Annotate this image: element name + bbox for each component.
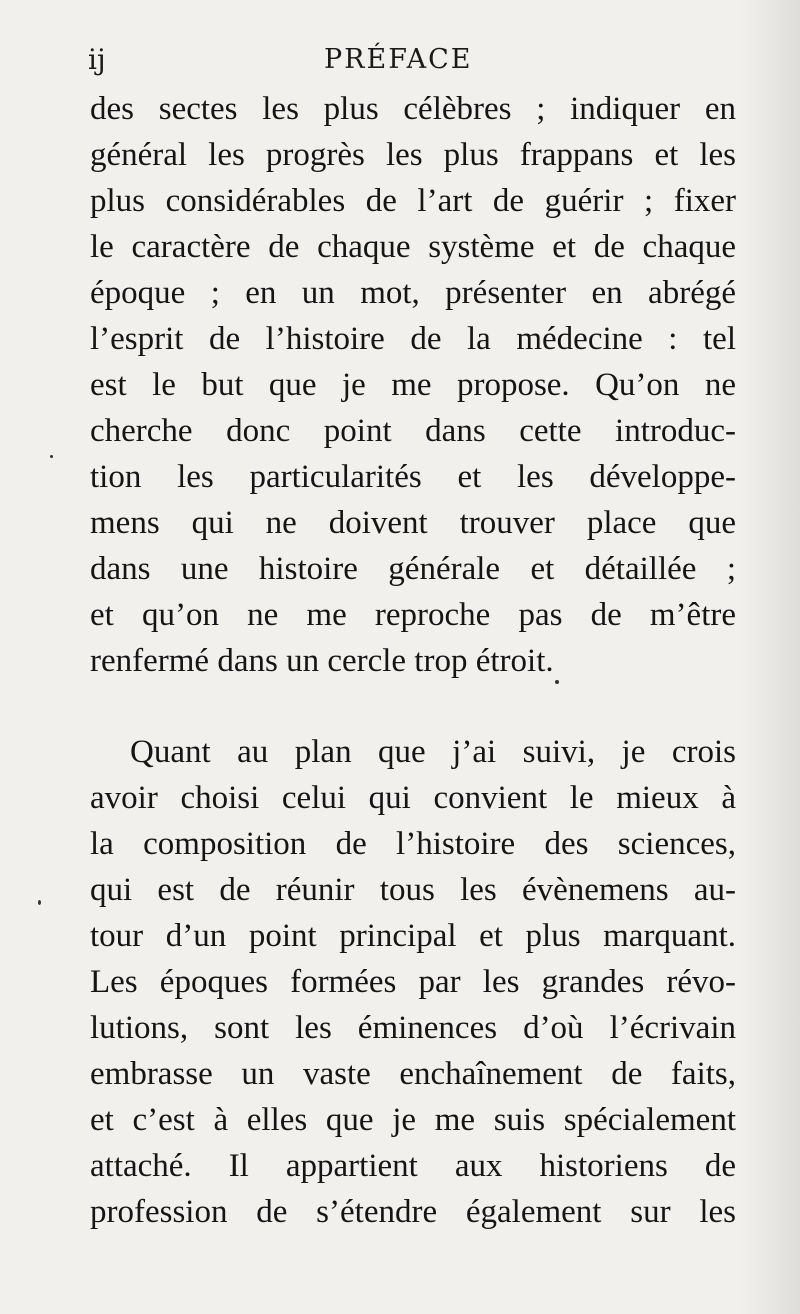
text-line: cherche donc point dans cette introduc- [90,413,736,449]
text-line: l’esprit de l’histoire de la médecine : tel [90,321,736,357]
ink-speck [38,900,41,905]
text-line: qui est de réunir tous les évènemens au- [90,872,736,908]
text-line: mens qui ne doivent trouver place que [90,505,736,541]
text-line: des sectes les plus célèbres ; indiquer en [90,91,736,127]
text-line: est le but que je me propose. Qu’on ne [90,367,736,403]
text-line: Les époques formées par les grandes révo- [90,964,736,1000]
text-line: avoir choisi celui qui convient le mieux à [90,780,736,816]
text-line: profession de s’étendre également sur les [90,1194,736,1230]
paragraph-2 [90,729,736,1235]
text-line: général les progrès les plus frappans et les [90,137,736,173]
running-head [88,38,738,82]
paragraph-gap [90,684,736,729]
paragraph-1 [90,86,736,684]
text-line: tour d’un point principal et plus marquant. [90,918,736,954]
text-line: plus considérables de l’art de guérir ; fixer [90,183,736,219]
text-line: attaché. Il appartient aux historiens de [90,1148,736,1184]
text-line: tion les particularités et les développe- [90,459,736,495]
text-line: la composition de l’histoire des sciences, [90,826,736,862]
ink-speck [555,680,559,684]
ink-speck [50,455,53,458]
running-title: PRÉFACE [324,44,473,75]
body-text [90,86,736,1235]
text-line: Quant au plan que j’ai suivi, je crois [130,734,736,770]
text-line: époque ; en un mot, présenter en abrégé [90,275,736,311]
text-line: le caractère de chaque système et de chaque [90,229,736,265]
text-line: embrasse un vaste enchaînement de faits, [90,1056,736,1092]
text-line: et qu’on ne me reproche pas de m’être [90,597,736,633]
text-line: dans une histoire générale et détaillée ; [90,551,736,587]
page-number: ij [88,43,106,76]
text-line: et c’est à elles que je me suis spécialement [90,1102,736,1138]
text-line: renfermé dans un cercle trop étroit. [90,643,554,679]
text-line: lutions, sont les éminences d’où l’écrivain [90,1010,736,1046]
